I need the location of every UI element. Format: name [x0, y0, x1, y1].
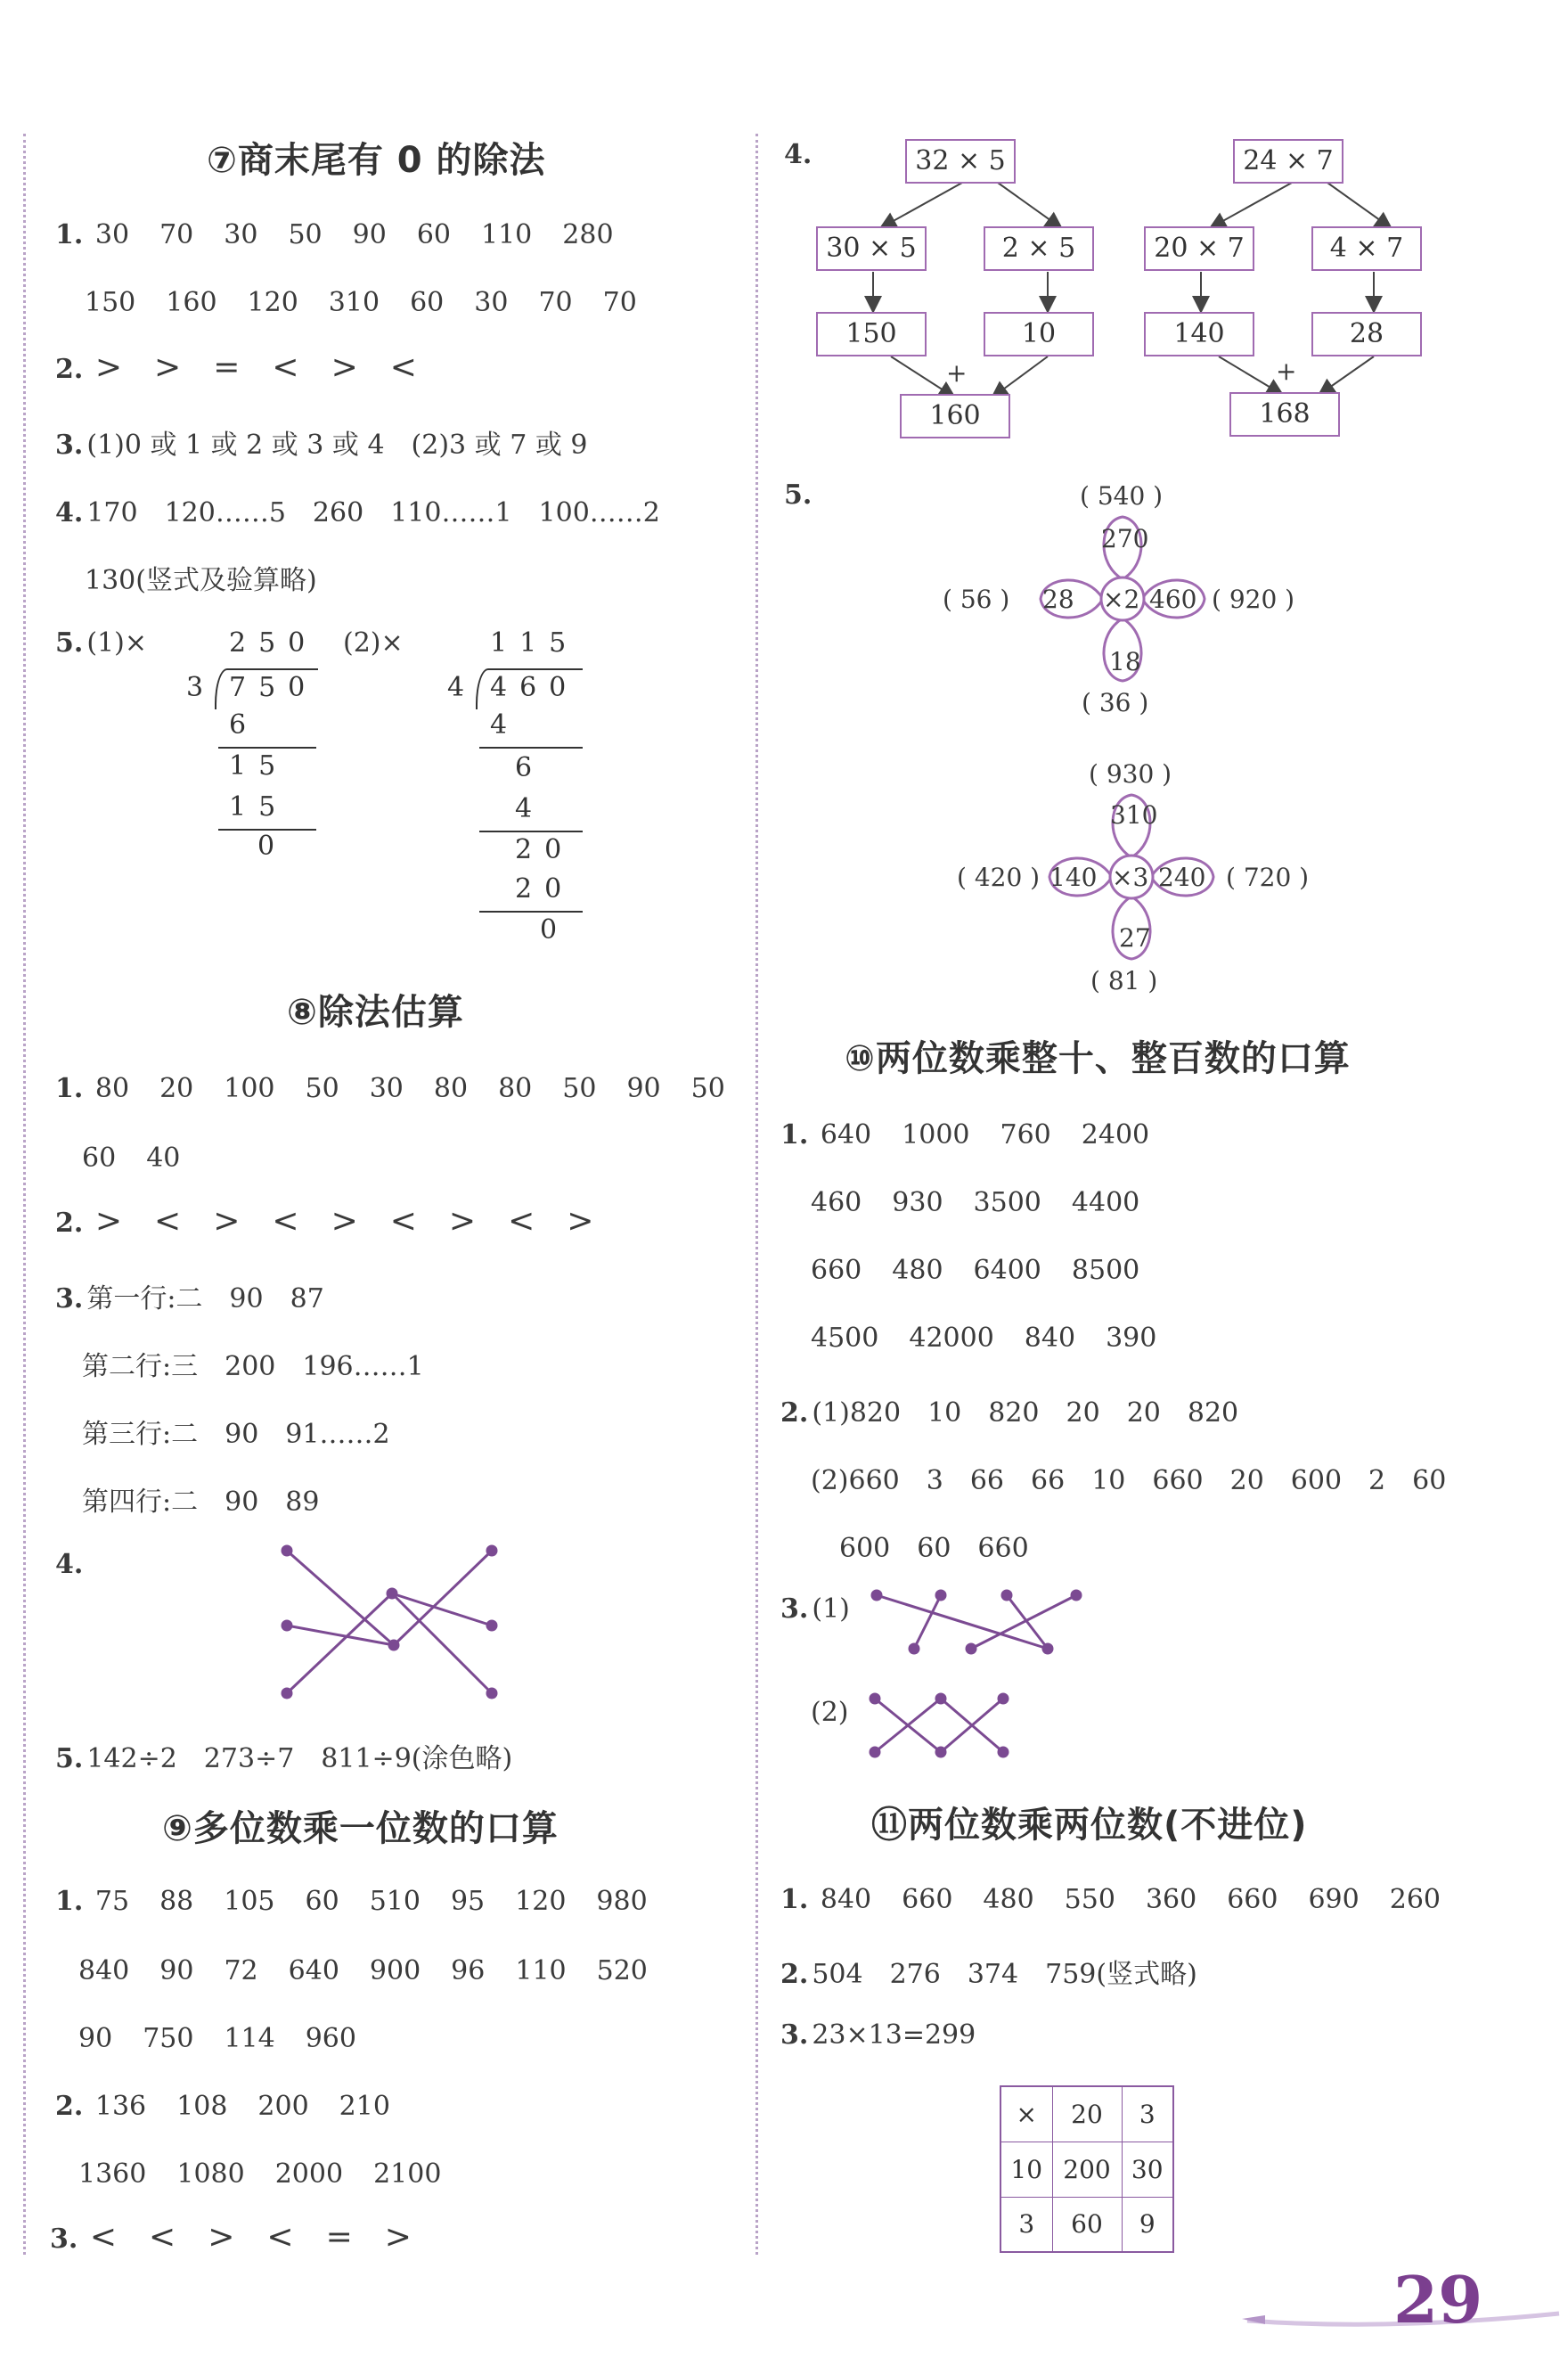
flower-2-center: ×3: [1112, 863, 1149, 892]
q-number: 2.: [55, 2091, 84, 2122]
multiplication-grid: [1000, 2085, 1174, 2253]
value: 60: [416, 219, 451, 250]
symbol: <: [389, 1203, 417, 1240]
q-number: 2.: [780, 1397, 809, 1429]
sec10-q1-row3: [811, 1255, 1170, 1286]
sec8-q3-row1: [55, 1276, 324, 1315]
sec8-q3-row4: [82, 1479, 319, 1519]
q-number: 1.: [780, 1884, 809, 1915]
value: 480: [983, 1884, 1034, 1915]
value: 70: [159, 219, 194, 250]
q-number: 4.: [55, 1549, 84, 1580]
value: 90: [352, 219, 387, 250]
answer-text: 第二行:三 200 196……1: [82, 1351, 424, 1382]
sec7-q5-label: [55, 627, 147, 659]
divisor: 3: [186, 672, 216, 703]
value: 80: [433, 1073, 469, 1104]
left-margin-line: [23, 134, 26, 2255]
q-number: 2.: [55, 1208, 84, 1239]
grid-cell: 10: [1000, 2142, 1052, 2197]
value: 200: [257, 2091, 309, 2122]
tree2-left-value: [1144, 312, 1254, 356]
q-number: 2.: [780, 1959, 809, 1990]
sec11-q3: [780, 2019, 976, 2051]
value: 20: [159, 1073, 194, 1104]
flower-1-top: 270: [1101, 524, 1149, 553]
flower-2-left: 140: [1049, 863, 1098, 892]
symbol: >: [331, 1203, 358, 1240]
value: 930: [892, 1187, 943, 1218]
sec10-q3-matching-1: [864, 1586, 1096, 1658]
tree1-right: [984, 226, 1094, 271]
step: 15: [229, 791, 289, 823]
expression: 4 × 7: [1329, 233, 1404, 264]
value: 120: [247, 287, 298, 318]
value: 390: [1106, 1323, 1157, 1354]
q-number: 3.: [55, 430, 84, 461]
tree2-right: [1311, 226, 1422, 271]
step: 20: [515, 873, 575, 905]
value: 10: [1021, 318, 1057, 349]
q-number: 4.: [55, 497, 84, 528]
tree1-left: [816, 226, 927, 271]
step: 15: [229, 750, 289, 782]
value: 1000: [902, 1119, 970, 1151]
answer-text: 600 60 660: [839, 1533, 1029, 1564]
grid-cell: ×: [1000, 2086, 1052, 2142]
grid-row: [1000, 2197, 1173, 2252]
value: 96: [451, 1955, 486, 1986]
value: 640: [288, 1955, 339, 1986]
sec10-q2-row1: [780, 1390, 1238, 1429]
sec10-q3-label: [780, 1593, 850, 1625]
flower-2-top: 310: [1110, 800, 1158, 830]
step: 4: [490, 709, 520, 741]
section-10-title: ⑩两位数乘整十、整百数的口算: [845, 1038, 1351, 1079]
sec8-q2: [55, 1203, 625, 1240]
q-number: 1.: [55, 1886, 84, 1917]
grid-cell: 3: [1122, 2086, 1173, 2142]
sec10-q1-row1: [780, 1119, 1180, 1151]
q-number: 3.: [780, 1593, 809, 1625]
symbol: >: [384, 2219, 412, 2256]
value: 1360: [78, 2158, 147, 2190]
grid-cell: 200: [1052, 2142, 1122, 2197]
value: 4400: [1071, 1187, 1140, 1218]
symbol: <: [266, 2219, 294, 2256]
value: 50: [562, 1073, 597, 1104]
part-label: (2): [811, 1697, 849, 1728]
value: 80: [498, 1073, 533, 1104]
q-number: 3.: [55, 1283, 84, 1314]
q-number: 1.: [55, 1073, 84, 1104]
symbol: >: [213, 1203, 241, 1240]
value: 550: [1064, 1884, 1115, 1915]
answer-text: 23×13=299: [812, 2019, 976, 2051]
flower-1-right: 460: [1149, 585, 1197, 614]
expression: 32 × 5: [915, 145, 1006, 176]
sec8-q4: [55, 1549, 86, 1580]
symbol: <: [389, 349, 417, 386]
expression: 2 × 5: [1001, 233, 1076, 264]
sec9-q2-row1: [55, 2091, 421, 2122]
tree2-left: [1144, 226, 1254, 271]
sec11-q1: [780, 1884, 1471, 1915]
division-bar: [479, 911, 583, 913]
q-number: 5.: [55, 627, 84, 659]
sec9-q3: [50, 2219, 444, 2256]
value: 2000: [274, 2158, 344, 2190]
tree2-right-value: [1311, 312, 1422, 356]
value: 900: [369, 1955, 421, 1986]
value: 50: [288, 219, 323, 250]
flower-2-outer-left: ( 420 ): [957, 863, 1041, 892]
value: 1080: [176, 2158, 245, 2190]
flower-1-outer-bottom: ( 36 ): [1082, 688, 1149, 717]
tree1-plus: +: [946, 358, 968, 388]
value: 30: [94, 219, 130, 250]
symbol: <: [272, 1203, 299, 1240]
value: 150: [85, 287, 136, 318]
section-8-title: ⑧除法估算: [287, 992, 464, 1033]
step: 0: [257, 831, 288, 862]
sec10-q1-row4: [811, 1323, 1187, 1354]
value: 760: [1000, 1119, 1051, 1151]
value: 660: [902, 1884, 953, 1915]
tree2-plus: +: [1276, 356, 1297, 386]
answer-text: 170 120……5 260 110……1 100……2: [86, 497, 660, 528]
flower-2-right: 240: [1158, 863, 1206, 892]
sec8-q3-row2: [82, 1344, 424, 1383]
value: 520: [596, 1955, 648, 1986]
section-7-title: ⑦商末尾有 0 的除法: [207, 140, 546, 181]
symbol: <: [89, 2219, 118, 2256]
symbol: <: [154, 1203, 182, 1240]
part-label: (2)×: [343, 627, 404, 659]
q-number: 1.: [55, 219, 84, 250]
divisor: 4: [447, 672, 478, 703]
section-11-title: ⑪两位数乘两位数(不进位): [871, 1805, 1308, 1846]
dividend: 750: [229, 672, 318, 703]
value: 168: [1259, 398, 1311, 430]
sec9-q1-row3: [78, 2023, 387, 2054]
q-number: 1.: [780, 1119, 809, 1151]
symbol: >: [94, 349, 123, 386]
sec7-q1-row1: [55, 219, 644, 250]
sec8-q1-row2: [82, 1142, 210, 1174]
value: 100: [224, 1073, 275, 1104]
sec9-q2-row2: [78, 2158, 471, 2190]
symbol: >: [448, 1203, 477, 1240]
symbol: =: [325, 2219, 353, 2256]
value: 110: [481, 219, 533, 250]
section-9-title: ⑨多位数乘一位数的口算: [162, 1808, 559, 1849]
right-q5-label: [784, 479, 815, 511]
value: 120: [515, 1886, 567, 1917]
sec7-q1-row2: [85, 287, 667, 318]
sec10-q3-label2: [811, 1697, 849, 1728]
tree1-right-value: [984, 312, 1094, 356]
answer-text: (1)820 10 820 20 20 820: [812, 1397, 1239, 1429]
q-number: 3.: [780, 2019, 809, 2051]
value: 90: [626, 1073, 661, 1104]
value: 660: [811, 1255, 862, 1286]
value: 60: [82, 1142, 117, 1174]
value: 840: [820, 1884, 872, 1915]
value: 2100: [373, 2158, 442, 2190]
symbol: <: [149, 2219, 176, 2256]
step: 4: [515, 793, 545, 824]
column-divider: [755, 134, 758, 2255]
q-number: 5.: [55, 1743, 84, 1774]
step: 6: [229, 709, 259, 741]
symbol: >: [154, 349, 182, 386]
answer-text: 142÷2 273÷7 811÷9(涂色略): [86, 1743, 513, 1774]
tree2-sum: [1229, 392, 1340, 437]
value: 160: [929, 400, 981, 431]
value: 105: [224, 1886, 275, 1917]
sec11-q2: [780, 1952, 1197, 1991]
value: 140: [1173, 318, 1225, 349]
value: 50: [305, 1073, 339, 1104]
value: 30: [224, 219, 258, 250]
division-bar: [479, 747, 583, 749]
value: 210: [339, 2091, 390, 2122]
value: 75: [94, 1886, 130, 1917]
sec8-q1-row1: [55, 1073, 755, 1104]
value: 510: [369, 1886, 421, 1917]
value: 4500: [811, 1323, 879, 1354]
value: 360: [1145, 1884, 1197, 1915]
part-label: (1): [812, 1593, 850, 1625]
value: 60: [410, 287, 445, 318]
flower-2-bottom: 27: [1119, 923, 1151, 953]
sec7-q5-label2: [343, 627, 404, 659]
flower-1-outer-top: ( 540 ): [1080, 481, 1164, 511]
value: 88: [159, 1886, 194, 1917]
grid-cell: 3: [1000, 2197, 1052, 2252]
value: 640: [820, 1119, 872, 1151]
symbol: >: [94, 1203, 123, 1240]
value: 60: [305, 1886, 339, 1917]
tree2-top: [1233, 139, 1343, 184]
value: 30: [474, 287, 509, 318]
grid-row: [1000, 2142, 1173, 2197]
tree1-left-value: [816, 312, 927, 356]
dividend: 460: [490, 672, 579, 703]
q-number: 3.: [50, 2223, 78, 2255]
value: 980: [596, 1886, 648, 1917]
value: 2400: [1081, 1119, 1150, 1151]
symbol: >: [331, 349, 358, 386]
value: 90: [78, 2023, 113, 2054]
division-bar: [218, 747, 316, 749]
value: 460: [811, 1187, 862, 1218]
value: 80: [94, 1073, 130, 1104]
value: 50: [690, 1073, 725, 1104]
division-bar: [479, 831, 583, 832]
symbol: >: [567, 1203, 594, 1240]
value: 110: [515, 1955, 567, 1986]
value: 690: [1308, 1884, 1360, 1915]
value: 160: [166, 287, 217, 318]
value: 750: [143, 2023, 194, 2054]
step: 20: [515, 834, 575, 865]
symbol: <: [508, 1203, 535, 1240]
flower-2-outer-right: ( 720 ): [1226, 863, 1310, 892]
expression: 20 × 7: [1154, 233, 1245, 264]
value: 8500: [1071, 1255, 1140, 1286]
value: 30: [369, 1073, 404, 1104]
answer-text: (2)660 3 66 66 10 660 20 600 2 60: [811, 1465, 1447, 1496]
step: 6: [515, 752, 545, 783]
sec9-q1-row1: [55, 1886, 678, 1917]
quotient: 115: [490, 627, 579, 659]
grid-cell: 20: [1052, 2086, 1122, 2142]
sec8-q5: [55, 1736, 512, 1775]
value: 660: [1227, 1884, 1278, 1915]
tree1-top: [905, 139, 1016, 184]
value: 3500: [973, 1187, 1041, 1218]
answer-text: 第四行:二 90 89: [82, 1486, 320, 1518]
grid-cell: 30: [1122, 2142, 1173, 2197]
sec10-q3-matching-2: [861, 1690, 1021, 1761]
sec7-q4: [55, 490, 660, 529]
q-number: 2.: [55, 354, 84, 385]
answer-text: (1)0 或 1 或 2 或 3 或 4 (2)3 或 7 或 9: [86, 430, 588, 461]
grid-row: [1000, 2086, 1173, 2142]
answer-text: 130(竖式及验算略): [85, 565, 317, 596]
flower-1-center: ×2: [1103, 585, 1140, 614]
symbol: >: [208, 2219, 235, 2256]
page-number: 29: [1393, 2262, 1483, 2338]
q-number: 4.: [784, 139, 813, 170]
value: 136: [94, 2091, 147, 2122]
value: 70: [602, 287, 637, 318]
value: 6400: [973, 1255, 1041, 1286]
sec9-q1-row2: [78, 1955, 678, 1986]
value: 310: [328, 287, 380, 318]
flower-1-left: 28: [1042, 585, 1074, 614]
value: 840: [1024, 1323, 1076, 1354]
symbol: <: [272, 349, 299, 386]
value: 108: [176, 2091, 228, 2122]
grid-cell: 60: [1052, 2197, 1122, 2252]
flower-1-outer-left: ( 56 ): [943, 585, 1010, 614]
sec10-q2-row3: [839, 1526, 1029, 1565]
sec7-q2: [55, 349, 449, 386]
long-division-1: [183, 624, 325, 862]
sec8-q3-row3: [82, 1412, 390, 1451]
sec7-q4-line2: [85, 558, 317, 597]
expression: 24 × 7: [1243, 145, 1334, 176]
flower-2-outer-top: ( 930 ): [1089, 759, 1172, 789]
part-label: (1)×: [86, 627, 147, 659]
sec10-q1-row2: [811, 1187, 1170, 1218]
flower-1-outer-right: ( 920 ): [1212, 585, 1295, 614]
value: 840: [78, 1955, 130, 1986]
value: 150: [845, 318, 897, 349]
value: 960: [305, 2023, 356, 2054]
sec10-q2-row2: [811, 1458, 1446, 1497]
sec8-q4-matching-lines: [267, 1542, 517, 1702]
value: 480: [892, 1255, 943, 1286]
step: 0: [540, 914, 570, 946]
q-number: 5.: [784, 479, 813, 511]
value: 280: [562, 219, 614, 250]
sec7-q3: [55, 422, 587, 462]
value: 42000: [909, 1323, 994, 1354]
answer-text: 504 276 374 759(竖式略): [812, 1959, 1197, 1990]
value: 95: [450, 1886, 486, 1917]
flower-1-bottom: 18: [1109, 647, 1141, 676]
value: 70: [538, 287, 573, 318]
answer-text: 第三行:二 90 91……2: [82, 1419, 390, 1450]
value: 90: [159, 1955, 194, 1986]
grid-cell: 9: [1122, 2197, 1173, 2252]
answer-text: 第一行:二 90 87: [86, 1283, 324, 1314]
value: 260: [1389, 1884, 1441, 1915]
value: 114: [224, 2023, 275, 2054]
long-division-2: [444, 624, 595, 954]
expression: 30 × 5: [826, 233, 917, 264]
value: 40: [146, 1142, 181, 1174]
value: 72: [224, 1955, 258, 1986]
symbol: =: [213, 349, 241, 386]
quotient: 250: [229, 627, 318, 659]
tree1-sum: [900, 394, 1010, 438]
flower-2-outer-bottom: ( 81 ): [1090, 966, 1158, 995]
value: 28: [1349, 318, 1384, 349]
